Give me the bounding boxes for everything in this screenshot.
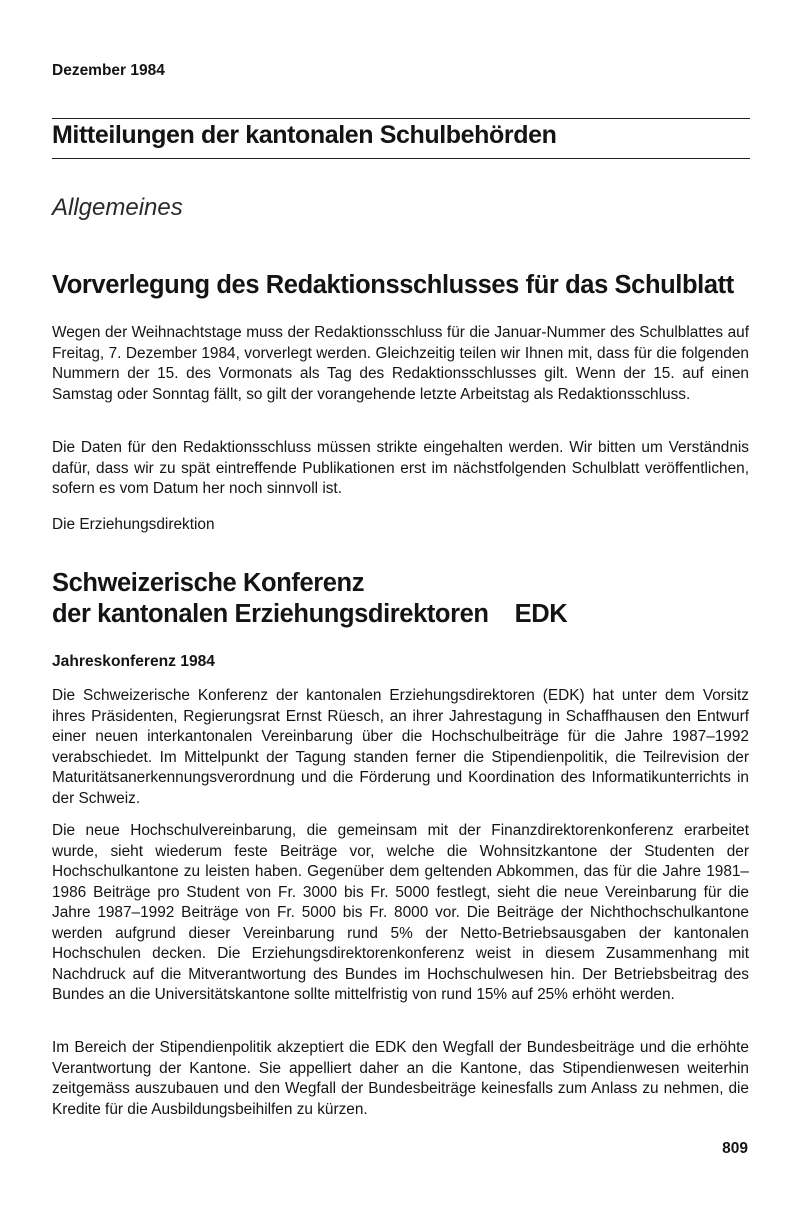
article2-paragraph-1: Die Schweizerische Konferenz der kantonalen Erziehungsdirektoren (EDK) hat unter dem Vorsitz ihres Präsidenten, Regierungsrat Ernst Rüesch, an ihrer Jahrestagung in Schaffhausen den Entwurf einer neuen interkantonalen Vereinbarung über die Hochschulbeiträge für die Jahre 1987–1992 verabschiedet. Im Mittelpunkt der Tagung standen ferner die Stipendienpolitik, die Teilrevision der Maturitätsanerkennungsverordnung und die Förderung und Koordination des Informatikunterrichts in der Schweiz. [52, 687, 749, 807]
article2-paragraph-2: Die neue Hochschulvereinbarung, die gemeinsam mit der Finanzdirektorenkonferenz erarbeitet wurde, sieht wiederum feste Beiträge vor, welche die Wohnsitzkantone der Studenten der Hochschulkantone zu leisten haben. Gegenüber dem geltenden Abkommen, das für die Jahre 1981–1986 Beiträge pro Student von Fr. 3000 bis Fr. 5000 festlegt, sieht die neue Vereinbarung für die Jahre 1987–1992 Beiträge von Fr. 5000 bis Fr. 8000 vor. Die Beiträge der Nichthochschulkantone werden aufgrund dieser Vereinbarung rund 5% der Netto-Betriebsausgaben der kantonalen Hochschulen decken. Die Erziehungsdirektorenkonferenz weist in diesem Zusammenhang mit Nachdruck auf die Mitverantwortung des Bundes im Hochschulwesen hin. Der Betriebsbeitrag des Bundes an die Universitätskantone sollte mittelfristig von rund 15% auf 25% erhöht werden. [52, 822, 749, 1003]
article2-paragraph-3: Im Bereich der Stipendienpolitik akzeptiert die EDK den Wegfall der Bundesbeiträge und die erhöhte Verantwortung der Kantone. Sie appelliert daher an die Kantone, das Stipendienwesen weiterhin zeitgemäss auszubauen und den Wegfall der Bundesbeiträge keinesfalls zum Anlass zu nehmen, die Kredite für die Ausbildungsbeihilfen zu kürzen. [52, 1039, 749, 1118]
article2-title-line2-wrap [52, 599, 567, 630]
article2-title-line2: der kantonalen Erziehungsdirektoren [52, 600, 489, 628]
article1-signature: Die Erziehungsdirektion [52, 516, 215, 533]
article1-paragraph-1: Wegen der Weihnachtstage muss der Redaktionsschluss für die Januar-Nummer des Schulblattes auf Freitag, 7. Dezember 1984, vorverlegt werden. Gleichzeitig teilen wir Ihnen mit, dass für die folgenden Nummern der 15. des Vormonats als Tag des Redaktionsschlusses gilt. Wenn der 15. auf einen Samstag oder Sonntag fällt, so gilt der vorangehende letzte Arbeitstag als Redaktionsschluss. [52, 324, 749, 403]
article2-title-line1: Schweizerische Konferenz [52, 569, 365, 597]
section-title: Mitteilungen der kantonalen Schulbehörden [52, 121, 557, 149]
article2-title-abbr: EDK [514, 600, 568, 628]
header-date: Dezember 1984 [52, 62, 165, 79]
page-number: 809 [722, 1140, 748, 1157]
article1-paragraph-2: Die Daten für den Redaktionsschluss müssen strikte eingehalten werden. Wir bitten um Verständnis dafür, dass wir zu spät eintreffende Publikationen erst im nächstfolgenden Schulblatt veröffentlichen, sofern es vom Datum her noch sinnvoll ist. [52, 439, 749, 497]
article2-title [52, 568, 567, 630]
category-heading: Allgemeines [52, 194, 183, 221]
article1-title: Vorverlegung des Redaktionsschlusses für das Schulblatt [52, 271, 734, 299]
article2-subtitle: Jahreskonferenz 1984 [52, 653, 215, 670]
header-rule-top [52, 118, 750, 119]
header-rule-bottom [52, 158, 750, 159]
